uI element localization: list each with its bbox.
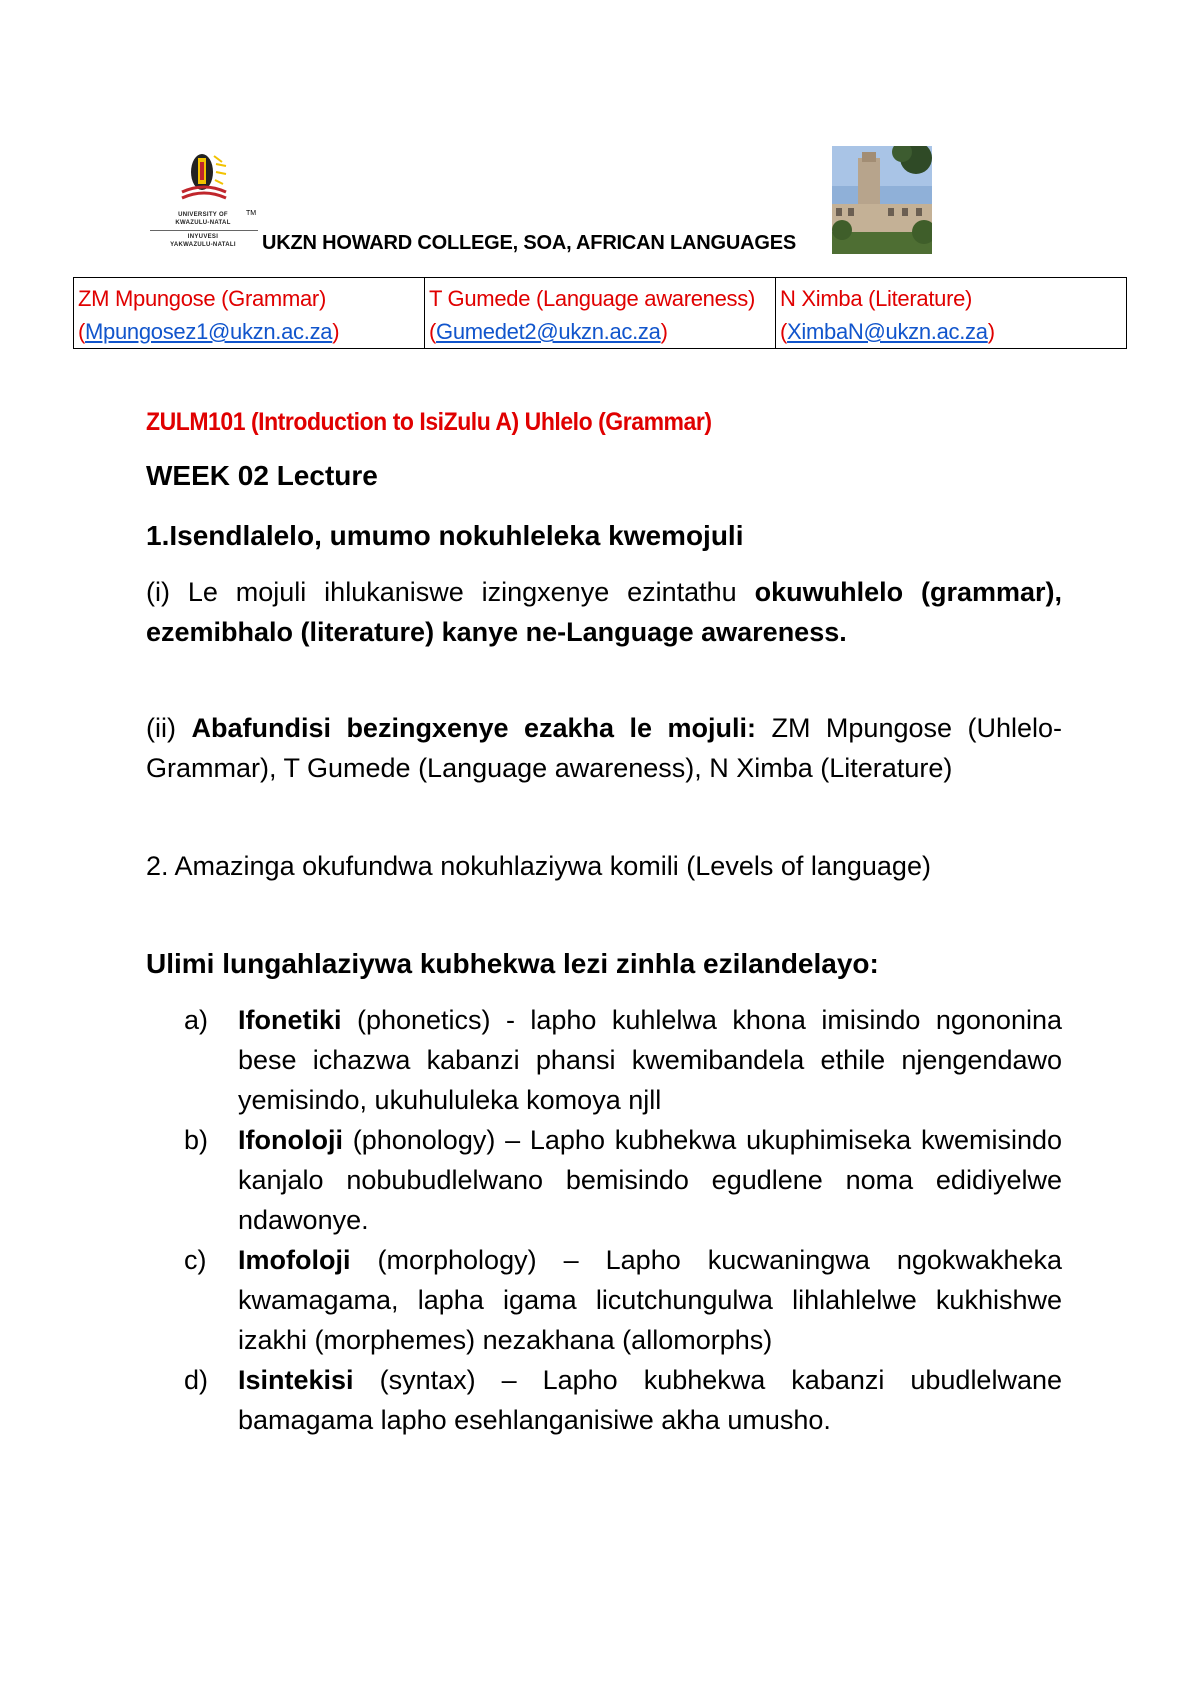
- table-row: [74, 278, 1127, 349]
- header-title: UKZN HOWARD COLLEGE, SOA, AFRICAN LANGUAGES: [262, 232, 796, 254]
- contact-name: T Gumede (Language awareness): [429, 286, 755, 311]
- email-link[interactable]: XimbaN@ukzn.ac.za: [787, 319, 988, 344]
- contact-email-line: (XimbaN@ukzn.ac.za): [780, 319, 995, 344]
- email-link[interactable]: Mpungosez1@ukzn.ac.za: [85, 319, 333, 344]
- paragraph-i-text: (i) Le mojuli ihlukaniswe izingxenye ezintathu: [146, 577, 755, 607]
- trademark-symbol: TM: [246, 210, 257, 217]
- contact-cell-mpungose: [74, 278, 425, 349]
- paragraph-ii-bold: Abafundisi bezingxenye ezakha le mojuli:: [191, 713, 756, 743]
- list-marker: b): [184, 1125, 209, 1155]
- week-title: WEEK 02 Lecture: [146, 460, 378, 491]
- contact-cell-ximba: [776, 278, 1127, 349]
- list-item: [146, 1360, 1062, 1440]
- ukzn-emblem-icon: [178, 152, 230, 208]
- course-title: ZULM101 (Introduction to IsiZulu A) Uhlelo (Grammar): [146, 408, 712, 436]
- list-marker: a): [184, 1005, 209, 1035]
- contact-name: ZM Mpungose (Grammar): [78, 286, 326, 311]
- list-text: (morphology) – Lapho kucwaningwa ngokwakheka kwamagama, lapha igama licutchungulwa lihlahlelwe kukhishwe izakhi (morphemes) nezakhana (allomorphs): [238, 1245, 1062, 1355]
- paragraph-ii-text: ZM Mpungose (Uhlelo-Grammar), T Gumede (Language awareness), N Ximba (Literature): [146, 713, 1063, 783]
- levels-heading: Ulimi lungahlaziywa kubhekwa lezi zinhla ezilandelayo:: [146, 948, 879, 979]
- campus-photo: [832, 146, 932, 254]
- list-text: (syntax) – Lapho kubhekwa kabanzi ubudlelwane bamagama lapho esehlanganisiwe akha umusho.: [238, 1365, 1062, 1435]
- contact-name: N Ximba (Literature): [780, 286, 973, 311]
- list-marker: d): [184, 1365, 209, 1395]
- paragraph-ii: [146, 708, 1062, 788]
- section-2-paragraph: 2. Amazinga okufundwa nokuhlaziywa komili (Levels of language): [146, 851, 931, 881]
- logo-line-4: YAKWAZULU-NATALI: [170, 242, 236, 248]
- section-1-title: 1.Isendlalelo, umumo nokuhleleka kwemojuli: [146, 520, 744, 551]
- paragraph-ii-prefix: (ii): [146, 713, 192, 743]
- contact-email-line: (Mpungosez1@ukzn.ac.za): [78, 319, 340, 344]
- list-item: [146, 1240, 1062, 1360]
- paragraph-i: [146, 572, 1062, 652]
- list-marker: c): [184, 1245, 207, 1275]
- ukzn-logo: [148, 152, 258, 258]
- email-link[interactable]: Gumedet2@ukzn.ac.za: [436, 319, 661, 344]
- list-item: [146, 1120, 1062, 1240]
- logo-line-1: UNIVERSITY OF: [178, 212, 228, 218]
- levels-list: [146, 1000, 1062, 1440]
- list-text: (phonetics) - lapho kuhlelwa khona imisindo ngononina bese ichazwa kabanzi phansi kwemibandela ethile njengendawo yemisindo, ukuhululeka komoya njll: [238, 1005, 1062, 1115]
- paragraph-i-bold: okuwuhlelo (grammar), ezemibhalo (literature) kanye ne-Language awareness.: [146, 577, 1062, 647]
- list-text: (phonology) – Lapho kubhekwa ukuphimiseka kwemisindo kanjalo nobubudlelwano bemisindo egudlene noma edidiyelwe ndawonye.: [238, 1125, 1062, 1235]
- logo-divider: [150, 230, 258, 231]
- list-term: Imofoloji: [238, 1245, 351, 1275]
- contact-email-line: (Gumedet2@ukzn.ac.za): [429, 319, 668, 344]
- list-term: Isintekisi: [238, 1365, 354, 1395]
- list-term: Ifonetiki: [238, 1005, 342, 1035]
- lecturer-contact-table: [73, 277, 1127, 349]
- contact-cell-gumede: [425, 278, 776, 349]
- logo-line-2: KWAZULU-NATAL: [175, 220, 231, 226]
- list-term: Ifonoloji: [238, 1125, 343, 1155]
- logo-line-3: INYUVESI: [187, 234, 219, 240]
- list-item: [146, 1000, 1062, 1120]
